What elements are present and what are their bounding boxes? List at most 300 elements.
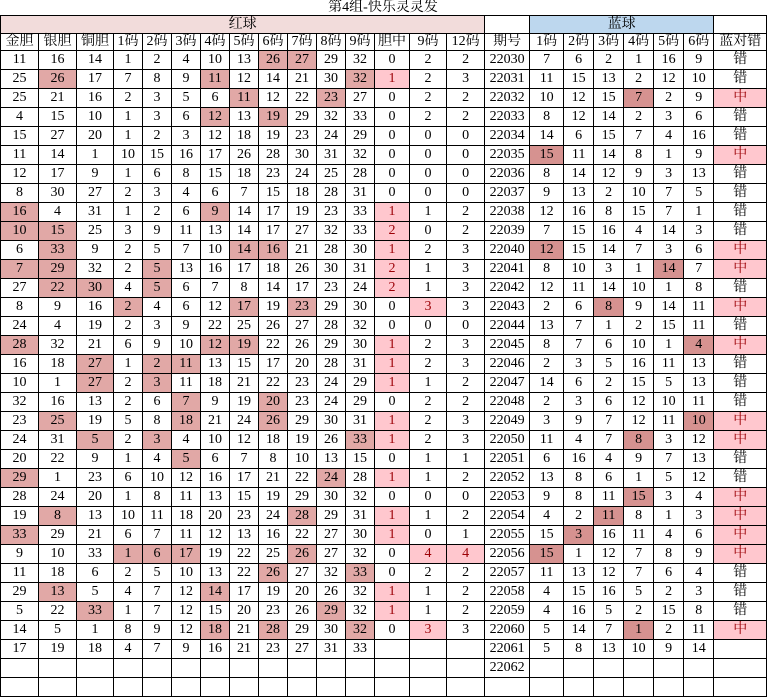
lottery-row-22030: [1, 51, 767, 70]
red-ball-cell: 33: [1, 526, 39, 545]
red-ball-cell: 33: [346, 108, 375, 127]
lottery-row-22031: [1, 70, 767, 89]
red-ball-cell: 3: [143, 184, 172, 203]
red-ball-cell: 15: [143, 146, 172, 165]
red-ball-cell: 23: [259, 640, 288, 659]
red-ball-cell: 3: [143, 89, 172, 108]
red-ball-cell: 32: [346, 583, 375, 602]
red-ball-cell: 8: [1, 298, 39, 317]
blue-ball-cell: 13: [684, 165, 714, 184]
red-ball-cell: 10: [1, 374, 39, 393]
blue-ball-cell: 2: [594, 51, 624, 70]
dan-hit-count-cell: 0: [375, 393, 410, 412]
red-ball-cell: 32: [317, 108, 346, 127]
nine-code-count-cell: 0: [410, 526, 447, 545]
blue-ball-cell: 5: [684, 184, 714, 203]
red-ball-cell: 2: [143, 355, 172, 374]
dan-hit-count-cell: [375, 678, 410, 697]
red-ball-cell: 6: [172, 203, 201, 222]
red-ball-cell: 20: [77, 488, 114, 507]
blue-ball-cell: 2: [624, 108, 654, 127]
red-ball-cell: 4: [172, 51, 201, 70]
red-ball-cell: 21: [230, 640, 259, 659]
blue-ball-cell: 11: [684, 393, 714, 412]
red-ball-cell: 1: [114, 203, 143, 222]
red-ball-cell: 4: [39, 203, 77, 222]
blue-ball-cell: 15: [624, 374, 654, 393]
blue-ball-cell: 11: [684, 298, 714, 317]
red-ball-cell: 6: [143, 545, 172, 564]
period-cell: 22041: [485, 260, 530, 279]
red-ball-cell: [201, 659, 230, 678]
lottery-row-22044: [1, 317, 767, 336]
blue-ball-cell: 7: [684, 260, 714, 279]
nine-code-count-cell: 2: [410, 393, 447, 412]
red-ball-cell: 15: [201, 165, 230, 184]
red-ball-cell: 15: [230, 488, 259, 507]
red-ball-cell: 12: [230, 70, 259, 89]
dan-hit-count-cell: 2: [375, 260, 410, 279]
blue-ball-cell: 8: [530, 165, 564, 184]
dan-hit-count-cell: 0: [375, 51, 410, 70]
red-ball-cell: 12: [172, 621, 201, 640]
red-ball-cell: 10: [114, 146, 143, 165]
blue-ball-cell: 8: [624, 431, 654, 450]
red-ball-cell: 19: [288, 431, 317, 450]
red-ball-cell: 13: [230, 51, 259, 70]
red-ball-cell: 3: [143, 317, 172, 336]
red-ball-cell: 19: [259, 298, 288, 317]
blue-ball-cell: 3: [654, 488, 684, 507]
col-header-blue-code-2: 2码: [564, 34, 594, 51]
red-ball-cell: 9: [39, 298, 77, 317]
blue-ball-cell: [564, 678, 594, 697]
blue-ball-cell: 12: [530, 203, 564, 222]
lottery-row-22036: [1, 165, 767, 184]
blue-ball-cell: 7: [594, 431, 624, 450]
period-cell: [485, 678, 530, 697]
red-ball-cell: 19: [77, 412, 114, 431]
red-ball-cell: [230, 659, 259, 678]
red-ball-cell: 28: [346, 165, 375, 184]
red-ball-cell: 28: [346, 469, 375, 488]
period-cell: 22036: [485, 165, 530, 184]
red-ball-cell: 7: [201, 279, 230, 298]
blue-ball-cell: 7: [594, 621, 624, 640]
blue-ball-cell: 16: [654, 51, 684, 70]
dan-hit-count-cell: 1: [375, 336, 410, 355]
blue-ball-cell: 3: [654, 165, 684, 184]
lottery-row-22046: [1, 355, 767, 374]
red-ball-cell: 6: [143, 165, 172, 184]
blue-ball-cell: 12: [530, 279, 564, 298]
col-header-red-code-8: 8码: [317, 34, 346, 51]
blue-ball-cell: 12: [594, 165, 624, 184]
col-header-12-code-count: 12码: [447, 34, 485, 51]
red-ball-cell: 26: [288, 260, 317, 279]
red-ball-cell: 14: [259, 279, 288, 298]
lottery-row-22041: [1, 260, 767, 279]
red-ball-cell: 22: [259, 374, 288, 393]
red-ball-cell: 22: [230, 564, 259, 583]
red-ball-cell: [114, 678, 143, 697]
red-ball-cell: 6: [172, 108, 201, 127]
red-ball-cell: 27: [288, 222, 317, 241]
red-ball-cell: 9: [143, 336, 172, 355]
red-ball-cell: 27: [1, 279, 39, 298]
red-ball-cell: 30: [317, 412, 346, 431]
red-ball-cell: 1: [114, 355, 143, 374]
period-cell: 22033: [485, 108, 530, 127]
red-ball-cell: [143, 678, 172, 697]
nine-code-count-cell: 2: [410, 89, 447, 108]
red-ball-cell: 17: [230, 260, 259, 279]
dan-hit-count-cell: 0: [375, 184, 410, 203]
red-ball-cell: 18: [172, 507, 201, 526]
twelve-code-count-cell: 2: [447, 89, 485, 108]
red-ball-cell: 24: [317, 374, 346, 393]
red-ball-cell: 1: [114, 602, 143, 621]
twelve-code-count-cell: 4: [447, 545, 485, 564]
red-ball-cell: 29: [39, 526, 77, 545]
red-ball-cell: 30: [346, 336, 375, 355]
red-ball-cell: 22: [201, 317, 230, 336]
red-ball-cell: 14: [39, 146, 77, 165]
red-ball-cell: 30: [346, 241, 375, 260]
blue-ball-cell: 16: [594, 222, 624, 241]
red-ball-cell: 17: [259, 203, 288, 222]
twelve-code-count-cell: 2: [447, 507, 485, 526]
blue-ball-cell: 11: [594, 507, 624, 526]
period-cell: 22059: [485, 602, 530, 621]
twelve-code-count-cell: 3: [447, 621, 485, 640]
red-ball-cell: 15: [230, 355, 259, 374]
red-ball-cell: 29: [346, 393, 375, 412]
twelve-code-count-cell: 0: [447, 184, 485, 203]
red-ball-cell: 26: [288, 336, 317, 355]
red-ball-cell: [317, 678, 346, 697]
red-ball-cell: 3: [143, 374, 172, 393]
red-ball-cell: 33: [346, 203, 375, 222]
red-ball-cell: 5: [114, 412, 143, 431]
red-ball-cell: 18: [172, 412, 201, 431]
dan-hit-count-cell: 0: [375, 450, 410, 469]
red-ball-cell: 29: [317, 298, 346, 317]
blue-ball-cell: 1: [654, 507, 684, 526]
red-ball-cell: 24: [317, 127, 346, 146]
blue-ball-cell: 16: [594, 583, 624, 602]
red-ball-cell: 5: [39, 621, 77, 640]
col-header-red-code-1: 1码: [114, 34, 143, 51]
red-ball-cell: 28: [317, 355, 346, 374]
red-ball-cell: 16: [259, 526, 288, 545]
lottery-row-22062: [1, 659, 767, 678]
blue-ball-cell: 7: [654, 184, 684, 203]
nine-code-count-cell: [410, 640, 447, 659]
red-ball-cell: 32: [346, 70, 375, 89]
blue-ball-cell: 4: [530, 507, 564, 526]
blue-ball-cell: 10: [624, 184, 654, 203]
red-ball-cell: 25: [317, 165, 346, 184]
dan-hit-count-cell: 2: [375, 279, 410, 298]
dan-hit-count-cell: 0: [375, 545, 410, 564]
red-ball-cell: 18: [259, 431, 288, 450]
red-ball-cell: 8: [259, 450, 288, 469]
red-ball-cell: 11: [143, 507, 172, 526]
blue-ball-cell: 5: [594, 355, 624, 374]
red-ball-cell: 6: [201, 89, 230, 108]
twelve-code-count-cell: 2: [447, 602, 485, 621]
red-ball-cell: 13: [230, 108, 259, 127]
red-ball-cell: 17: [230, 298, 259, 317]
blue-ball-band-header: 蓝球: [530, 16, 714, 34]
blue-ball-cell: 9: [684, 89, 714, 108]
red-ball-cell: 11: [172, 222, 201, 241]
period-cell: 22030: [485, 51, 530, 70]
blue-ball-cell: 4: [684, 564, 714, 583]
red-ball-cell: 19: [1, 507, 39, 526]
red-ball-cell: 30: [346, 526, 375, 545]
blue-result-cell: 错: [714, 165, 767, 184]
page-title: 第4组-快乐灵灵发: [328, 0, 438, 15]
red-ball-cell: 10: [201, 431, 230, 450]
blue-ball-cell: 8: [624, 146, 654, 165]
red-ball-cell: 32: [346, 621, 375, 640]
band-spacer-period: [485, 16, 530, 34]
lottery-row-22032: [1, 89, 767, 108]
red-ball-cell: [259, 678, 288, 697]
period-cell: 22062: [485, 659, 530, 678]
red-ball-cell: 6: [201, 450, 230, 469]
nine-code-count-cell: 0: [410, 222, 447, 241]
nine-code-count-cell: 2: [410, 51, 447, 70]
red-ball-cell: 8: [230, 279, 259, 298]
red-ball-cell: [143, 659, 172, 678]
red-ball-cell: 7: [230, 184, 259, 203]
blue-result-cell: 中: [714, 298, 767, 317]
red-ball-cell: 8: [143, 70, 172, 89]
red-ball-cell: 12: [172, 469, 201, 488]
blue-ball-cell: 16: [564, 203, 594, 222]
red-ball-cell: 22: [288, 89, 317, 108]
band-spacer-result: [714, 16, 767, 34]
red-ball-cell: 4: [114, 583, 143, 602]
blue-ball-cell: 6: [564, 127, 594, 146]
red-ball-cell: 7: [143, 640, 172, 659]
blue-ball-cell: 6: [654, 564, 684, 583]
blue-ball-cell: 1: [684, 203, 714, 222]
twelve-code-count-cell: 2: [447, 374, 485, 393]
red-ball-cell: 18: [230, 165, 259, 184]
red-ball-cell: 16: [201, 469, 230, 488]
red-ball-cell: 15: [259, 184, 288, 203]
blue-result-cell: [714, 640, 767, 659]
blue-ball-cell: 2: [530, 393, 564, 412]
blue-result-cell: 中: [714, 146, 767, 165]
red-ball-cell: 18: [288, 184, 317, 203]
blue-ball-cell: 11: [684, 621, 714, 640]
blue-ball-cell: 8: [530, 108, 564, 127]
twelve-code-count-cell: 3: [447, 241, 485, 260]
col-header-blue-result: 蓝对错: [714, 34, 767, 51]
period-cell: 22051: [485, 450, 530, 469]
twelve-code-count-cell: [447, 659, 485, 678]
red-ball-cell: 8: [172, 165, 201, 184]
red-ball-cell: 2: [143, 51, 172, 70]
blue-ball-cell: 1: [654, 279, 684, 298]
red-ball-cell: 28: [317, 241, 346, 260]
red-ball-cell: 10: [172, 564, 201, 583]
red-ball-cell: 26: [317, 583, 346, 602]
red-ball-cell: 10: [201, 241, 230, 260]
red-ball-cell: 6: [77, 564, 114, 583]
twelve-code-count-cell: [447, 640, 485, 659]
red-ball-cell: 21: [77, 336, 114, 355]
blue-ball-cell: 1: [594, 317, 624, 336]
blue-ball-cell: 5: [530, 621, 564, 640]
blue-result-cell: 错: [714, 374, 767, 393]
red-ball-cell: 18: [201, 374, 230, 393]
blue-ball-cell: 14: [684, 640, 714, 659]
red-ball-cell: 27: [317, 545, 346, 564]
blue-ball-cell: 6: [564, 374, 594, 393]
col-header-dan-hit: 胆中: [375, 34, 410, 51]
period-cell: 22060: [485, 621, 530, 640]
nine-code-count-cell: 2: [410, 336, 447, 355]
red-ball-cell: 4: [39, 317, 77, 336]
red-ball-cell: 11: [230, 89, 259, 108]
red-ball-cell: [1, 678, 39, 697]
blue-result-cell: 错: [714, 450, 767, 469]
red-ball-cell: 14: [230, 203, 259, 222]
nine-code-count-cell: 0: [410, 146, 447, 165]
red-ball-cell: 7: [143, 583, 172, 602]
col-header-blue-code-6: 6码: [684, 34, 714, 51]
blue-ball-cell: 15: [594, 127, 624, 146]
red-ball-cell: 31: [77, 203, 114, 222]
blue-ball-cell: 3: [654, 108, 684, 127]
dan-hit-count-cell: 1: [375, 355, 410, 374]
blue-ball-cell: 12: [684, 469, 714, 488]
blue-ball-cell: 13: [530, 469, 564, 488]
red-ball-cell: 6: [201, 184, 230, 203]
red-ball-cell: 19: [288, 203, 317, 222]
period-cell: 22044: [485, 317, 530, 336]
blue-ball-cell: 4: [624, 222, 654, 241]
blue-ball-cell: 10: [530, 89, 564, 108]
nine-code-count-cell: 2: [410, 355, 447, 374]
red-ball-cell: 33: [77, 545, 114, 564]
red-ball-cell: [1, 659, 39, 678]
blue-ball-cell: 3: [564, 393, 594, 412]
blue-ball-cell: [594, 678, 624, 697]
red-ball-cell: 33: [346, 222, 375, 241]
red-ball-cell: 10: [143, 469, 172, 488]
blue-ball-cell: 11: [624, 526, 654, 545]
red-ball-cell: 32: [346, 317, 375, 336]
red-ball-cell: 3: [114, 222, 143, 241]
red-ball-cell: 32: [346, 488, 375, 507]
blue-ball-cell: 9: [624, 450, 654, 469]
dan-hit-count-cell: 0: [375, 298, 410, 317]
blue-ball-cell: 9: [684, 146, 714, 165]
nine-code-count-cell: 0: [410, 165, 447, 184]
dan-hit-count-cell: 1: [375, 526, 410, 545]
red-ball-cell: 7: [172, 241, 201, 260]
blue-ball-cell: 7: [564, 336, 594, 355]
blue-ball-cell: 9: [564, 412, 594, 431]
blue-ball-cell: 16: [684, 127, 714, 146]
blue-ball-cell: 11: [530, 564, 564, 583]
red-ball-cell: [259, 659, 288, 678]
red-ball-cell: 9: [77, 450, 114, 469]
twelve-code-count-cell: 0: [447, 146, 485, 165]
twelve-code-count-cell: 2: [447, 393, 485, 412]
red-ball-cell: 2: [114, 393, 143, 412]
blue-result-cell: 错: [714, 602, 767, 621]
red-ball-cell: 1: [114, 488, 143, 507]
lottery-row-22048: [1, 393, 767, 412]
red-ball-cell: 4: [172, 431, 201, 450]
twelve-code-count-cell: 3: [447, 70, 485, 89]
blue-ball-cell: 6: [684, 526, 714, 545]
blue-ball-cell: [624, 678, 654, 697]
red-ball-cell: 2: [114, 374, 143, 393]
nine-code-count-cell: 1: [410, 374, 447, 393]
red-ball-cell: 2: [114, 431, 143, 450]
red-ball-cell: 20: [288, 583, 317, 602]
red-ball-cell: 30: [317, 260, 346, 279]
period-cell: 22032: [485, 89, 530, 108]
red-ball-cell: 12: [172, 602, 201, 621]
blue-ball-cell: 16: [564, 450, 594, 469]
red-ball-cell: 29: [288, 621, 317, 640]
blue-ball-cell: 12: [594, 545, 624, 564]
blue-ball-cell: 4: [654, 526, 684, 545]
red-ball-cell: 7: [172, 393, 201, 412]
red-ball-cell: 29: [346, 374, 375, 393]
red-ball-cell: 8: [114, 621, 143, 640]
red-ball-cell: 1: [114, 545, 143, 564]
blue-ball-cell: 14: [594, 108, 624, 127]
blue-ball-cell: 9: [530, 184, 564, 203]
blue-ball-cell: 14: [530, 374, 564, 393]
nine-code-count-cell: [410, 659, 447, 678]
lottery-row-22054: [1, 507, 767, 526]
dan-hit-count-cell: 0: [375, 317, 410, 336]
blue-ball-cell: 5: [594, 602, 624, 621]
red-ball-cell: 24: [259, 507, 288, 526]
twelve-code-count-cell: 2: [447, 222, 485, 241]
blue-ball-cell: 14: [654, 222, 684, 241]
red-ball-cell: 5: [143, 564, 172, 583]
red-ball-cell: 11: [172, 526, 201, 545]
blue-result-cell: 错: [714, 127, 767, 146]
red-ball-cell: 9: [77, 241, 114, 260]
red-ball-cell: 31: [39, 431, 77, 450]
blue-ball-cell: 13: [564, 564, 594, 583]
blue-ball-cell: 5: [530, 640, 564, 659]
red-ball-cell: 17: [201, 146, 230, 165]
red-ball-cell: 32: [317, 564, 346, 583]
nine-code-count-cell: 1: [410, 203, 447, 222]
blue-result-cell: 错: [714, 355, 767, 374]
blue-ball-cell: 3: [564, 355, 594, 374]
red-ball-cell: 4: [114, 640, 143, 659]
blue-ball-cell: 9: [684, 545, 714, 564]
red-ball-cell: 2: [114, 260, 143, 279]
red-ball-cell: 9: [1, 545, 39, 564]
